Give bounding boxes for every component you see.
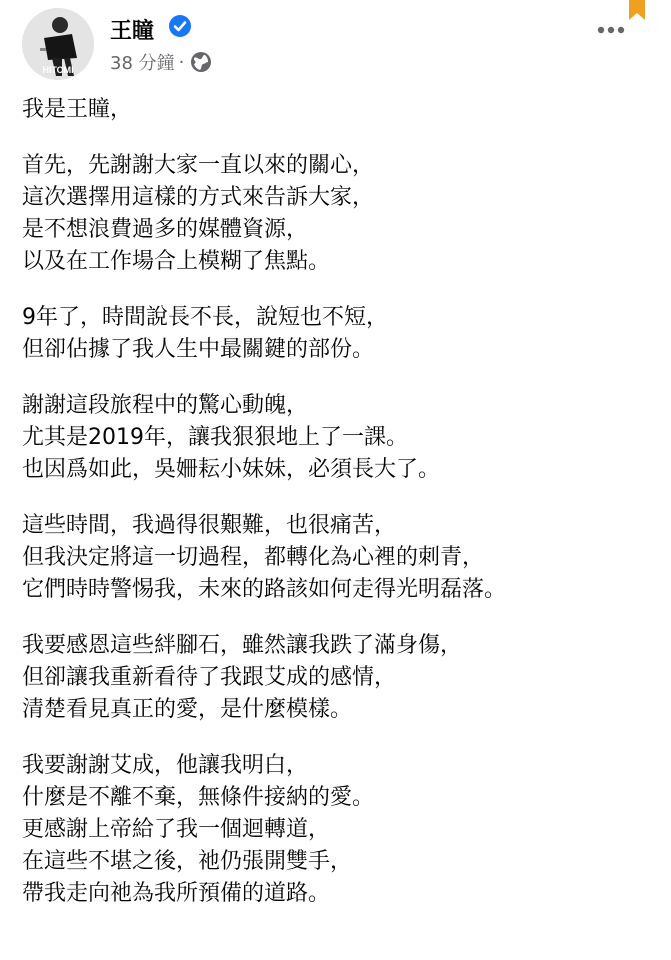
verified-badge-icon bbox=[168, 14, 192, 38]
post-text-line: 尤其是2019年，讓我狠狠地上了一課。 bbox=[22, 425, 408, 450]
post-text-line: 但卻佔據了我人生中最關鍵的部份。 bbox=[22, 337, 375, 362]
post-meta bbox=[110, 50, 212, 74]
post-text-line: 是不想浪費過多的媒體資源， bbox=[22, 217, 309, 242]
post-text-line: 但我決定將這一切過程，都轉化為心裡的刺青， bbox=[22, 545, 485, 570]
post-paragraph bbox=[22, 302, 662, 366]
post-text-line: 帶我走向祂為我所預備的道路。 bbox=[22, 881, 331, 906]
avatar-caption: HITOMI bbox=[42, 65, 74, 75]
post-timestamp[interactable]: 38 分鐘 bbox=[110, 53, 175, 74]
author-name[interactable]: 王瞳 bbox=[110, 19, 155, 44]
post-body bbox=[22, 94, 662, 934]
post-paragraph bbox=[22, 150, 662, 278]
post-paragraph bbox=[22, 510, 662, 606]
post-text-line: 這些時間，我過得很艱難，也很痛苦， bbox=[22, 513, 397, 538]
post-text-line: 以及在工作場合上模糊了焦點。 bbox=[22, 249, 331, 274]
post-text-line: 它們時時警惕我，未來的路該如何走得光明磊落。 bbox=[22, 577, 507, 602]
post-text-line: 9年了，時間說長不長，說短也不短， bbox=[22, 305, 388, 330]
post-paragraph bbox=[22, 390, 662, 486]
post-text-line: 我要感恩這些絆腳石，雖然讓我跌了滿身傷， bbox=[22, 633, 463, 658]
post-text-line: 謝謝這段旅程中的驚心動魄， bbox=[22, 393, 309, 418]
post-text-line: 這次選擇用這樣的方式來告訴大家， bbox=[22, 185, 375, 210]
bookmark-icon[interactable] bbox=[626, 0, 648, 22]
post-text-line: 什麼是不離不棄，無條件接納的愛。 bbox=[22, 785, 375, 810]
post-paragraph bbox=[22, 94, 662, 126]
post-header bbox=[0, 0, 671, 88]
post-text-line: 也因爲如此，吳姍耘小妹妹，必須長大了。 bbox=[22, 457, 441, 482]
post-text-line: 首先，先謝謝大家一直以來的關心， bbox=[22, 153, 375, 178]
post-text-line: 清楚看見真正的愛，是什麼模樣。 bbox=[22, 697, 353, 722]
post-text-line: 我是王瞳， bbox=[22, 97, 133, 122]
post-text-line: 更感謝上帝給了我一個迴轉道， bbox=[22, 817, 331, 842]
more-options-icon[interactable] bbox=[596, 24, 626, 36]
avatar-photo bbox=[22, 8, 94, 80]
avatar[interactable] bbox=[22, 8, 94, 80]
post-paragraph bbox=[22, 750, 662, 910]
meta-separator: · bbox=[178, 51, 185, 73]
post-text-line: 但卻讓我重新看待了我跟艾成的感情， bbox=[22, 665, 397, 690]
post-text-line: 在這些不堪之後，祂仍張開雙手， bbox=[22, 849, 353, 874]
post-paragraph bbox=[22, 630, 662, 726]
post-text-line: 我要謝謝艾成，他讓我明白， bbox=[22, 753, 309, 778]
globe-icon[interactable] bbox=[190, 51, 212, 73]
